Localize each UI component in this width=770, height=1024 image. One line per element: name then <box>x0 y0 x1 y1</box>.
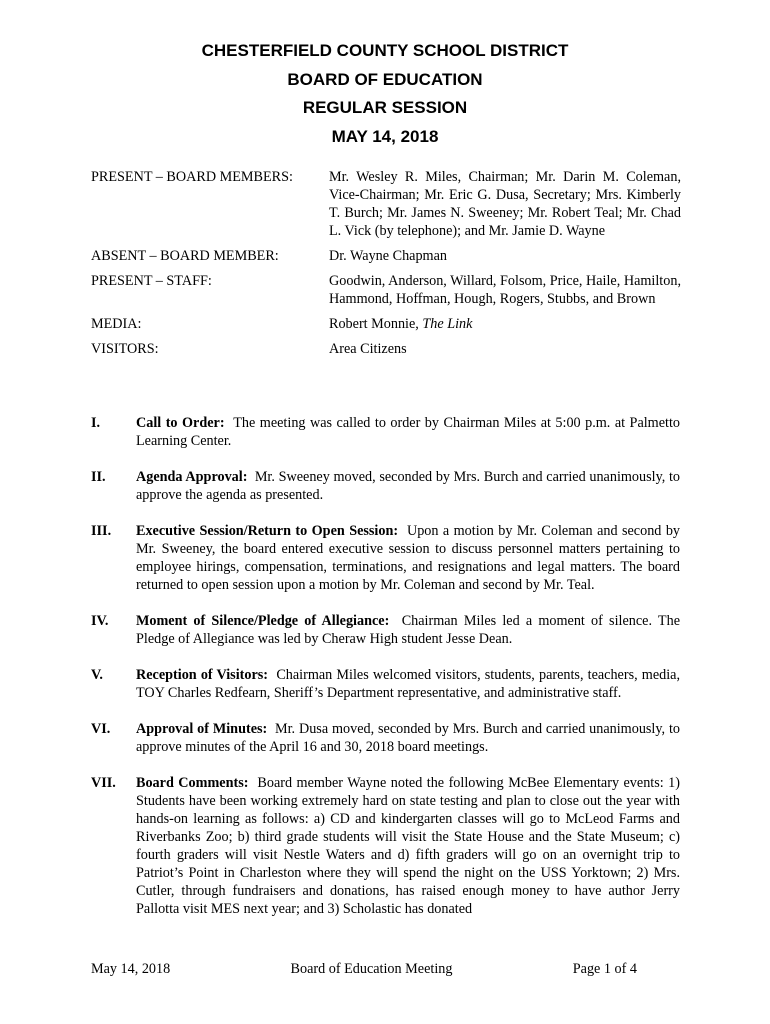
item-number: V. <box>91 667 103 683</box>
footer-page-number: Page 1 of 4 <box>572 961 637 977</box>
item-body <box>136 468 680 504</box>
session-type: REGULAR SESSION <box>302 98 468 117</box>
roster-present-board <box>91 168 681 240</box>
item-number: VI. <box>91 721 111 737</box>
roster-value: Area Citizens <box>329 341 407 357</box>
item-heading: Call to Order: <box>136 415 225 431</box>
item-body <box>136 612 680 648</box>
media-outlet: The Link <box>422 316 473 332</box>
item-heading: Reception of Visitors: <box>136 667 269 683</box>
agenda-item-agenda-approval <box>91 468 680 504</box>
roster-value: Mr. Wesley R. Miles, Chairman; Mr. Darin M. Coleman, Vice-Chairman; Mr. Eric G. Dusa, Secretary; Mrs. Kimberly T. Burch; Mr. James N. Sweeney; Mr. Robert Teal; Mr. Chad L. Vick (by telephone); and Mr. Jamie D. Wayne <box>329 169 681 239</box>
agenda-item-board-comments <box>91 774 680 918</box>
item-number: II. <box>91 469 106 485</box>
attendance-roster <box>91 168 681 365</box>
item-heading: Approval of Minutes: <box>136 721 268 737</box>
item-number: VII. <box>91 775 116 791</box>
agenda-item-call-to-order <box>91 414 680 450</box>
agenda-item-approval-of-minutes <box>91 720 680 756</box>
roster-value <box>329 315 681 333</box>
district-name: CHESTERFIELD COUNTY SCHOOL DISTRICT <box>201 41 569 60</box>
item-heading: Moment of Silence/Pledge of Allegiance: <box>136 613 390 629</box>
item-number: I. <box>91 415 101 431</box>
roster-label: PRESENT – STAFF: <box>91 273 212 289</box>
item-body <box>136 720 680 756</box>
item-body <box>136 414 680 450</box>
item-text: Chairman Miles welcomed visitors, students, parents, teachers, media, TOY Charles Redfearn, Sheriff’s Department representative, and administrative staff. <box>136 667 681 701</box>
meeting-date: MAY 14, 2018 <box>331 126 439 146</box>
document-header <box>0 37 770 151</box>
roster-present-staff <box>91 272 681 308</box>
item-text: Mr. Dusa moved, seconded by Mrs. Burch and carried unanimously, to approve minutes of the April 16 and 30, 2018 board meetings. <box>136 721 680 755</box>
roster-label: PRESENT – BOARD MEMBERS: <box>91 169 293 185</box>
agenda-items <box>91 414 680 936</box>
item-body <box>136 774 680 918</box>
board-name: BOARD OF EDUCATION <box>287 69 483 89</box>
roster-value: Dr. Wayne Chapman <box>329 248 447 264</box>
footer-title: Board of Education Meeting <box>290 961 453 977</box>
item-body <box>136 522 680 594</box>
agenda-item-reception-of-visitors <box>91 666 680 702</box>
item-heading: Board Comments: <box>136 775 249 791</box>
roster-label: MEDIA: <box>91 316 142 332</box>
roster-absent-board <box>91 247 681 265</box>
item-number: IV. <box>91 613 109 629</box>
roster-visitors <box>91 340 681 358</box>
item-heading: Agenda Approval: <box>136 469 248 485</box>
item-number: III. <box>91 523 112 539</box>
media-reporter: Robert Monnie, <box>329 316 423 332</box>
item-text: The meeting was called to order by Chairman Miles at 5:00 p.m. at Palmetto Learning Center. <box>136 415 680 449</box>
item-text: Mr. Sweeney moved, seconded by Mrs. Burch and carried unanimously, to approve the agenda as presented. <box>136 469 681 503</box>
agenda-item-executive-session <box>91 522 680 594</box>
agenda-item-moment-of-silence <box>91 612 680 648</box>
item-text: Chairman Miles led a moment of silence. The Pledge of Allegiance was led by Cheraw High student Jesse Dean. <box>136 613 680 647</box>
item-text: Board member Wayne noted the following McBee Elementary events: 1) Students have been working extremely hard on state testing and plan to close out the year with hands-on learning as follows: a) CD and kindergarten classes will go to McLeod Farms and Riverbanks Zoo; b) third grade students will visit the State House and the State Museum; c) fourth graders will visit Nestle Waters and d) fifth graders will go on an overnight trip to Patriot’s Point in Charleston where they will spend the night on the USS Yorktown; 2) Mrs. Cutler, through fundraisers and donations, has raised enough money to have author Jerry Pallotta visit MES next year; and 3) Scholastic has donated <box>136 775 680 917</box>
roster-value: Goodwin, Anderson, Willard, Folsom, Price, Haile, Hamilton, Hammond, Hoffman, Hough, Rogers, Stubbs, and Brown <box>329 273 681 307</box>
roster-media <box>91 315 681 333</box>
footer-date: May 14, 2018 <box>91 961 171 977</box>
page-footer <box>91 960 637 978</box>
roster-label: ABSENT – BOARD MEMBER: <box>91 248 279 264</box>
item-body <box>136 666 680 702</box>
item-heading: Executive Session/Return to Open Session: <box>136 523 399 539</box>
item-text: Upon a motion by Mr. Coleman and second by Mr. Sweeney, the board entered executive session to discuss personnel matters pertaining to employee hirings, compensation, terminations, and resignations and legal matters. The board returned to open session upon a motion by Mr. Coleman and second by Mr. Teal. <box>136 523 681 593</box>
roster-label: VISITORS: <box>91 341 159 357</box>
